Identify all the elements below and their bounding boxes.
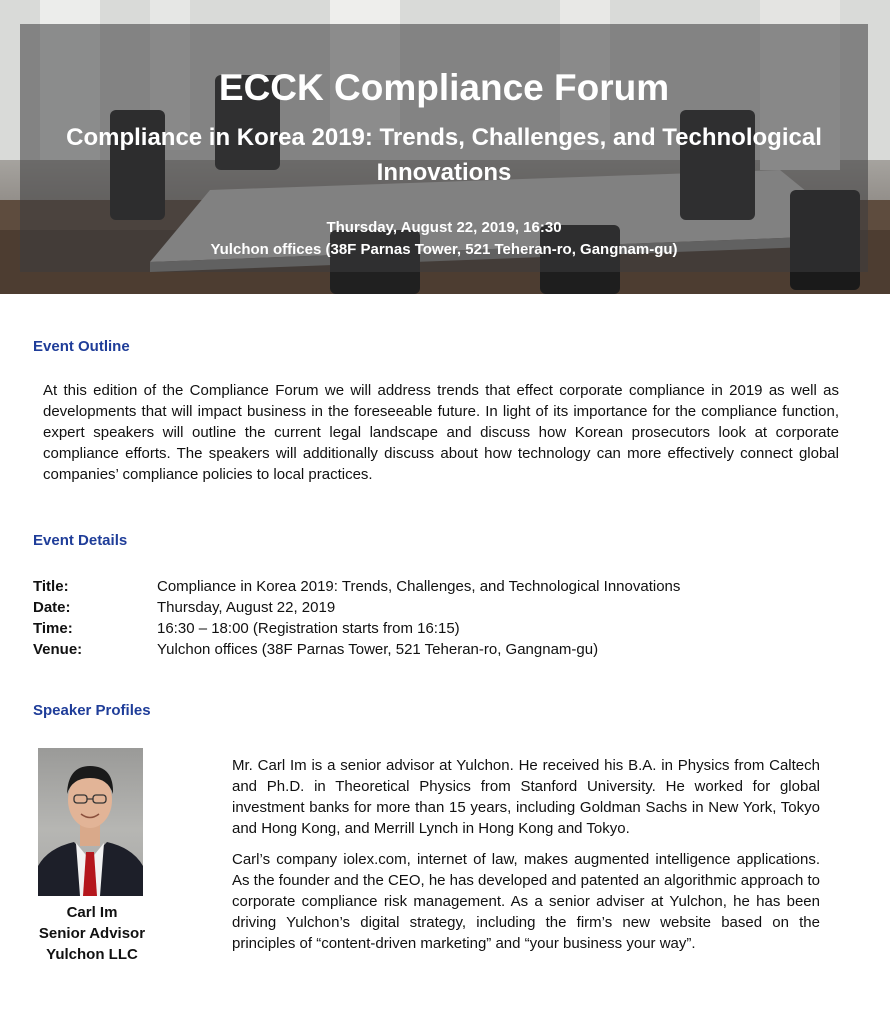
speaker-bio xyxy=(232,755,820,954)
bio-paragraph: Carl’s company iolex.com, internet of law, makes augmented intelligence applications. As the founder and the CEO, he has developed and patented an algorithmic approach to corporate compliance risk management. As a senior adviser at Yulchon, he has been driving Yulchon’s digital strategy, including the firm’s new website based on the principles of “content-driven marketing” and “your business your way”. xyxy=(232,851,820,952)
detail-row-title xyxy=(33,576,853,597)
detail-value: Thursday, August 22, 2019 xyxy=(157,599,336,616)
details-heading: Event Details xyxy=(33,532,128,549)
detail-row-venue xyxy=(33,639,853,660)
speaker-photo xyxy=(38,748,143,896)
outline-text: At this edition of the Compliance Forum we will address trends that effect corporate compliance in 2019 as well as developments that will impact business in the foreseeable future. In light of its importance for the compliance function, expert speakers will outline the current legal landscape and discuss how Korean prosecutors look at corporate compliance efforts. The speakers will additionally discuss about how technology can more effectively connect global companies’ compliance policies to local practices. xyxy=(43,382,839,483)
speaker-name: Carl Im xyxy=(66,904,118,921)
detail-label: Venue: xyxy=(33,641,83,658)
speaker-role: Senior Advisor xyxy=(38,925,146,942)
detail-value: 16:30 – 18:00 (Registration starts from 16:15) xyxy=(157,620,460,637)
detail-row-date xyxy=(33,597,853,618)
outline-heading: Event Outline xyxy=(33,338,130,355)
speaker-caption xyxy=(30,902,154,965)
detail-label: Time: xyxy=(33,620,73,637)
detail-value: Yulchon offices (38F Parnas Tower, 521 Teheran-ro, Gangnam-gu) xyxy=(157,641,599,658)
event-title: ECCK Compliance Forum xyxy=(218,67,670,108)
details-table xyxy=(33,576,853,660)
detail-label: Title: xyxy=(33,578,69,595)
speakers-heading: Speaker Profiles xyxy=(33,702,151,719)
event-venue: Yulchon offices (38F Parnas Tower, 521 Teheran-ro, Gangnam-gu) xyxy=(210,241,678,258)
detail-label: Date: xyxy=(33,599,71,616)
event-subtitle: Compliance in Korea 2019: Trends, Challenges, and Technological Innovations xyxy=(66,124,822,186)
speaker-company: Yulchon LLC xyxy=(46,946,138,963)
event-datetime: Thursday, August 22, 2019, 16:30 xyxy=(326,219,562,236)
speaker-portrait-image xyxy=(38,748,143,896)
detail-value: Compliance in Korea 2019: Trends, Challenges, and Technological Innovations xyxy=(157,578,681,595)
bio-paragraph: Mr. Carl Im is a senior advisor at Yulchon. He received his B.A. in Physics from Caltech and Ph.D. in Theoretical Physics from Stanford University. He worked for global investment banks for more than 15 years, including Goldman Sachs in New York, Tokyo and Hong Kong, and Merrill Lynch in Hong Kong and Tokyo. xyxy=(232,757,820,837)
hero-banner xyxy=(0,0,890,294)
detail-row-time xyxy=(33,618,853,639)
